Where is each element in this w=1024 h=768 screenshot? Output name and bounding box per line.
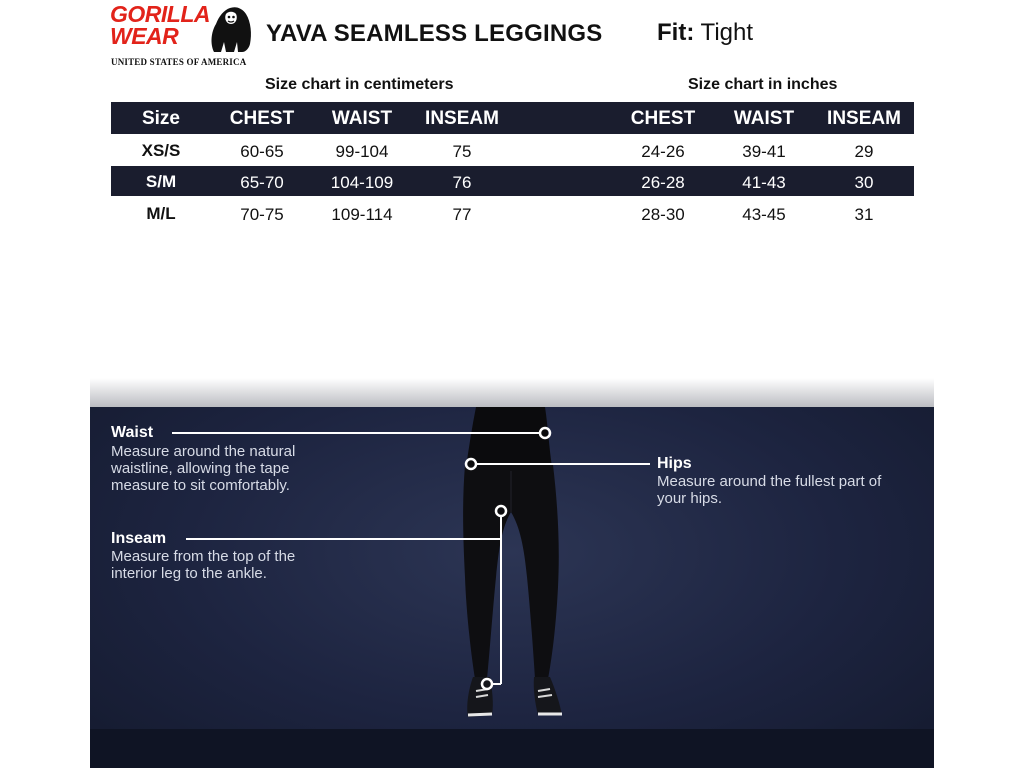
cm-chest-cell: 60-65 bbox=[240, 142, 284, 161]
in-waist-cell: 43-45 bbox=[742, 205, 786, 224]
header-in-inseam: INSEAM bbox=[827, 108, 901, 129]
table-row-band bbox=[111, 166, 914, 196]
fit-value: Tight bbox=[700, 19, 754, 46]
measurement-guide-panel bbox=[90, 407, 934, 768]
header-size: Size bbox=[141, 108, 181, 129]
panel-shadow bbox=[90, 378, 934, 410]
in-inseam-cell: 31 bbox=[854, 205, 874, 224]
cm-chest-cell: 70-75 bbox=[240, 205, 284, 224]
waist-desc-line: Measure around the natural bbox=[111, 443, 296, 460]
cm-waist-cell: 99-104 bbox=[335, 142, 389, 161]
inseam-desc-line: Measure from the top of the bbox=[111, 548, 296, 565]
inch-table-caption: Size chart in inches bbox=[688, 76, 838, 93]
hips-title: Hips bbox=[657, 455, 692, 472]
row-size-label: S/M bbox=[145, 172, 177, 191]
in-inseam-cell: 30 bbox=[854, 173, 874, 192]
cm-inseam-cell: 75 bbox=[452, 142, 472, 161]
in-chest-cell: 24-26 bbox=[641, 142, 685, 161]
fit-info bbox=[657, 19, 753, 47]
cm-table-caption: Size chart in centimeters bbox=[265, 76, 454, 93]
header-in-waist: WAIST bbox=[733, 108, 795, 129]
hips-desc-line: your hips. bbox=[657, 490, 723, 507]
brand-name-line1: GORILLA bbox=[110, 1, 210, 27]
hips-desc-line: Measure around the fullest part of bbox=[657, 473, 882, 490]
cm-waist-cell: 109-114 bbox=[331, 205, 393, 224]
cm-waist-cell: 104-109 bbox=[330, 173, 394, 192]
brand-logo bbox=[110, 2, 260, 68]
in-waist-cell: 39-41 bbox=[742, 142, 786, 161]
product-title: YAVA SEAMLESS LEGGINGS bbox=[266, 20, 603, 47]
cm-inseam-cell: 77 bbox=[452, 205, 472, 224]
brand-tagline: UNITED STATES OF AMERICA bbox=[111, 57, 247, 67]
torso-shape bbox=[466, 407, 552, 467]
inseam-title: Inseam bbox=[111, 530, 167, 547]
hips-description bbox=[657, 473, 927, 507]
inseam-description bbox=[111, 548, 341, 582]
waist-desc-line: measure to sit comfortably. bbox=[111, 477, 290, 494]
cm-inseam-cell: 76 bbox=[452, 173, 472, 192]
header-in-chest: CHEST bbox=[630, 108, 696, 129]
fit-label: Fit: bbox=[657, 19, 695, 46]
in-waist-cell: 41-43 bbox=[742, 173, 786, 192]
cm-chest-cell: 65-70 bbox=[240, 173, 284, 192]
in-inseam-cell: 29 bbox=[854, 142, 874, 161]
inseam-desc-line: interior leg to the ankle. bbox=[111, 565, 267, 582]
header-cm-chest: CHEST bbox=[229, 108, 295, 129]
in-chest-cell: 28-30 bbox=[641, 205, 685, 224]
waist-desc-line: waistline, allowing the tape bbox=[111, 460, 290, 477]
in-chest-cell: 26-28 bbox=[641, 173, 685, 192]
gorilla-logo-icon bbox=[206, 2, 254, 54]
brand-name-line2: WEAR bbox=[110, 23, 179, 49]
row-size-label: XS/S bbox=[141, 141, 181, 160]
waist-description bbox=[111, 443, 341, 494]
waist-title: Waist bbox=[111, 424, 154, 441]
row-size-label: M/L bbox=[146, 204, 176, 223]
header-cm-waist: WAIST bbox=[331, 108, 393, 129]
header-cm-inseam: INSEAM bbox=[425, 108, 499, 129]
